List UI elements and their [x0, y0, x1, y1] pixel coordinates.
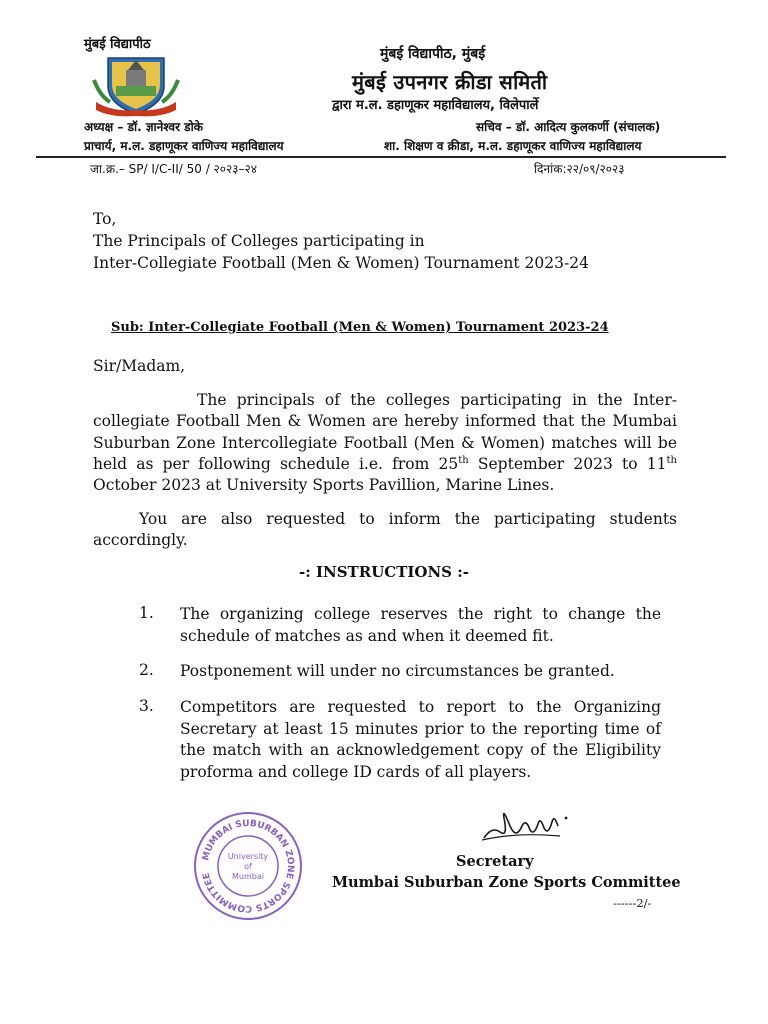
- instruction-item: Competitors are requested to report to the Organizing Secretary at least 15 minutes prior to the reporting time of the match with an acknowledgement copy of the Eligibility proforma and college ID cards of all players.: [180, 698, 661, 781]
- header-secretary-title: शा. शिक्षण व क्रीडा, म.ल. डहाणूकर वाणिज्य महाविद्यालय: [384, 139, 642, 153]
- signatory-title: Secretary: [456, 853, 534, 870]
- header-chairman-title: प्राचार्य, म.ल. डहाणूकर वाणिज्य महाविद्यालय: [84, 139, 284, 153]
- reference-number: जा.क्र.– SP/ I/C-II/ 50 / २०२३–२४: [90, 162, 257, 176]
- committee-stamp: [192, 810, 304, 922]
- svg-text:Mumbai: Mumbai: [232, 872, 264, 881]
- recipient-line-2: Inter-Collegiate Football (Men & Women) Tournament 2023-24: [93, 254, 589, 272]
- para1-text-c: October 2023 at University Sports Pavillion, Marine Lines.: [93, 476, 555, 495]
- secretary-signature: [478, 796, 574, 850]
- header-secretary: सचिव – डॉ. आदित्य कुलकर्णी (संचालक): [476, 120, 661, 134]
- logo-caption: मुंबई विद्यापीठ: [84, 37, 151, 52]
- para1-superscript-2: th: [666, 454, 677, 466]
- instruction-item: The organizing college reserves the right to change the schedule of matches as and when it deemed fit.: [180, 605, 661, 645]
- instruction-number: 1.: [139, 604, 154, 622]
- header-chairman: अध्यक्ष – डॉ. ज्ञानेश्वर डोके: [84, 120, 203, 134]
- signatory-committee: Mumbai Suburban Zone Sports Committee: [332, 874, 681, 891]
- para1-text-a: The principals of the colleges participating in the Inter-collegiate Football Men & Women are hereby informed that the Mumbai Suburban Zone Intercollegiate Football (Men & Women) matches will be held as per following schedule i.e. from 25: [93, 391, 677, 473]
- instruction-item: Postponement will under no circumstances be granted.: [180, 662, 615, 680]
- header-committee-name: मुंबई उपनगर क्रीडा समिती: [352, 70, 548, 94]
- svg-text:of: of: [244, 862, 252, 871]
- recipient-line-1: The Principals of Colleges participating in: [93, 232, 425, 250]
- header-college-address: द्वारा म.ल. डहाणूकर महाविद्यालय, विलेपार्ले: [332, 98, 539, 113]
- svg-text:MUMBAI SUBURBAN ZONE SPORTS CO: MUMBAI SUBURBAN ZONE SPORTS COMMITTEE: [201, 818, 296, 914]
- subject-line: Sub: Inter-Collegiate Football (Men & Women) Tournament 2023-24: [111, 320, 609, 335]
- page-continuation-marker: ------2/-: [613, 896, 652, 910]
- university-crest-logo: [92, 52, 180, 118]
- body-paragraph-2: You are also requested to inform the participating students accordingly.: [93, 510, 677, 550]
- header-divider: [36, 156, 726, 158]
- body-paragraph-1: [93, 390, 677, 496]
- letter-date: दिनांक:२२/०९/२०२३: [534, 162, 625, 176]
- instructions-heading: -: INSTRUCTIONS :-: [299, 563, 469, 581]
- para1-superscript-1: th: [458, 454, 469, 466]
- svg-text:University: University: [227, 852, 269, 861]
- recipient-to: To,: [93, 210, 117, 228]
- instruction-number: 2.: [139, 661, 154, 679]
- header-university-name: मुंबई विद्यापीठ, मुंबई: [380, 46, 486, 62]
- para1-text-b: September 2023 to 11: [468, 454, 667, 473]
- instruction-number: 3.: [139, 697, 154, 715]
- salutation: Sir/Madam,: [93, 357, 186, 375]
